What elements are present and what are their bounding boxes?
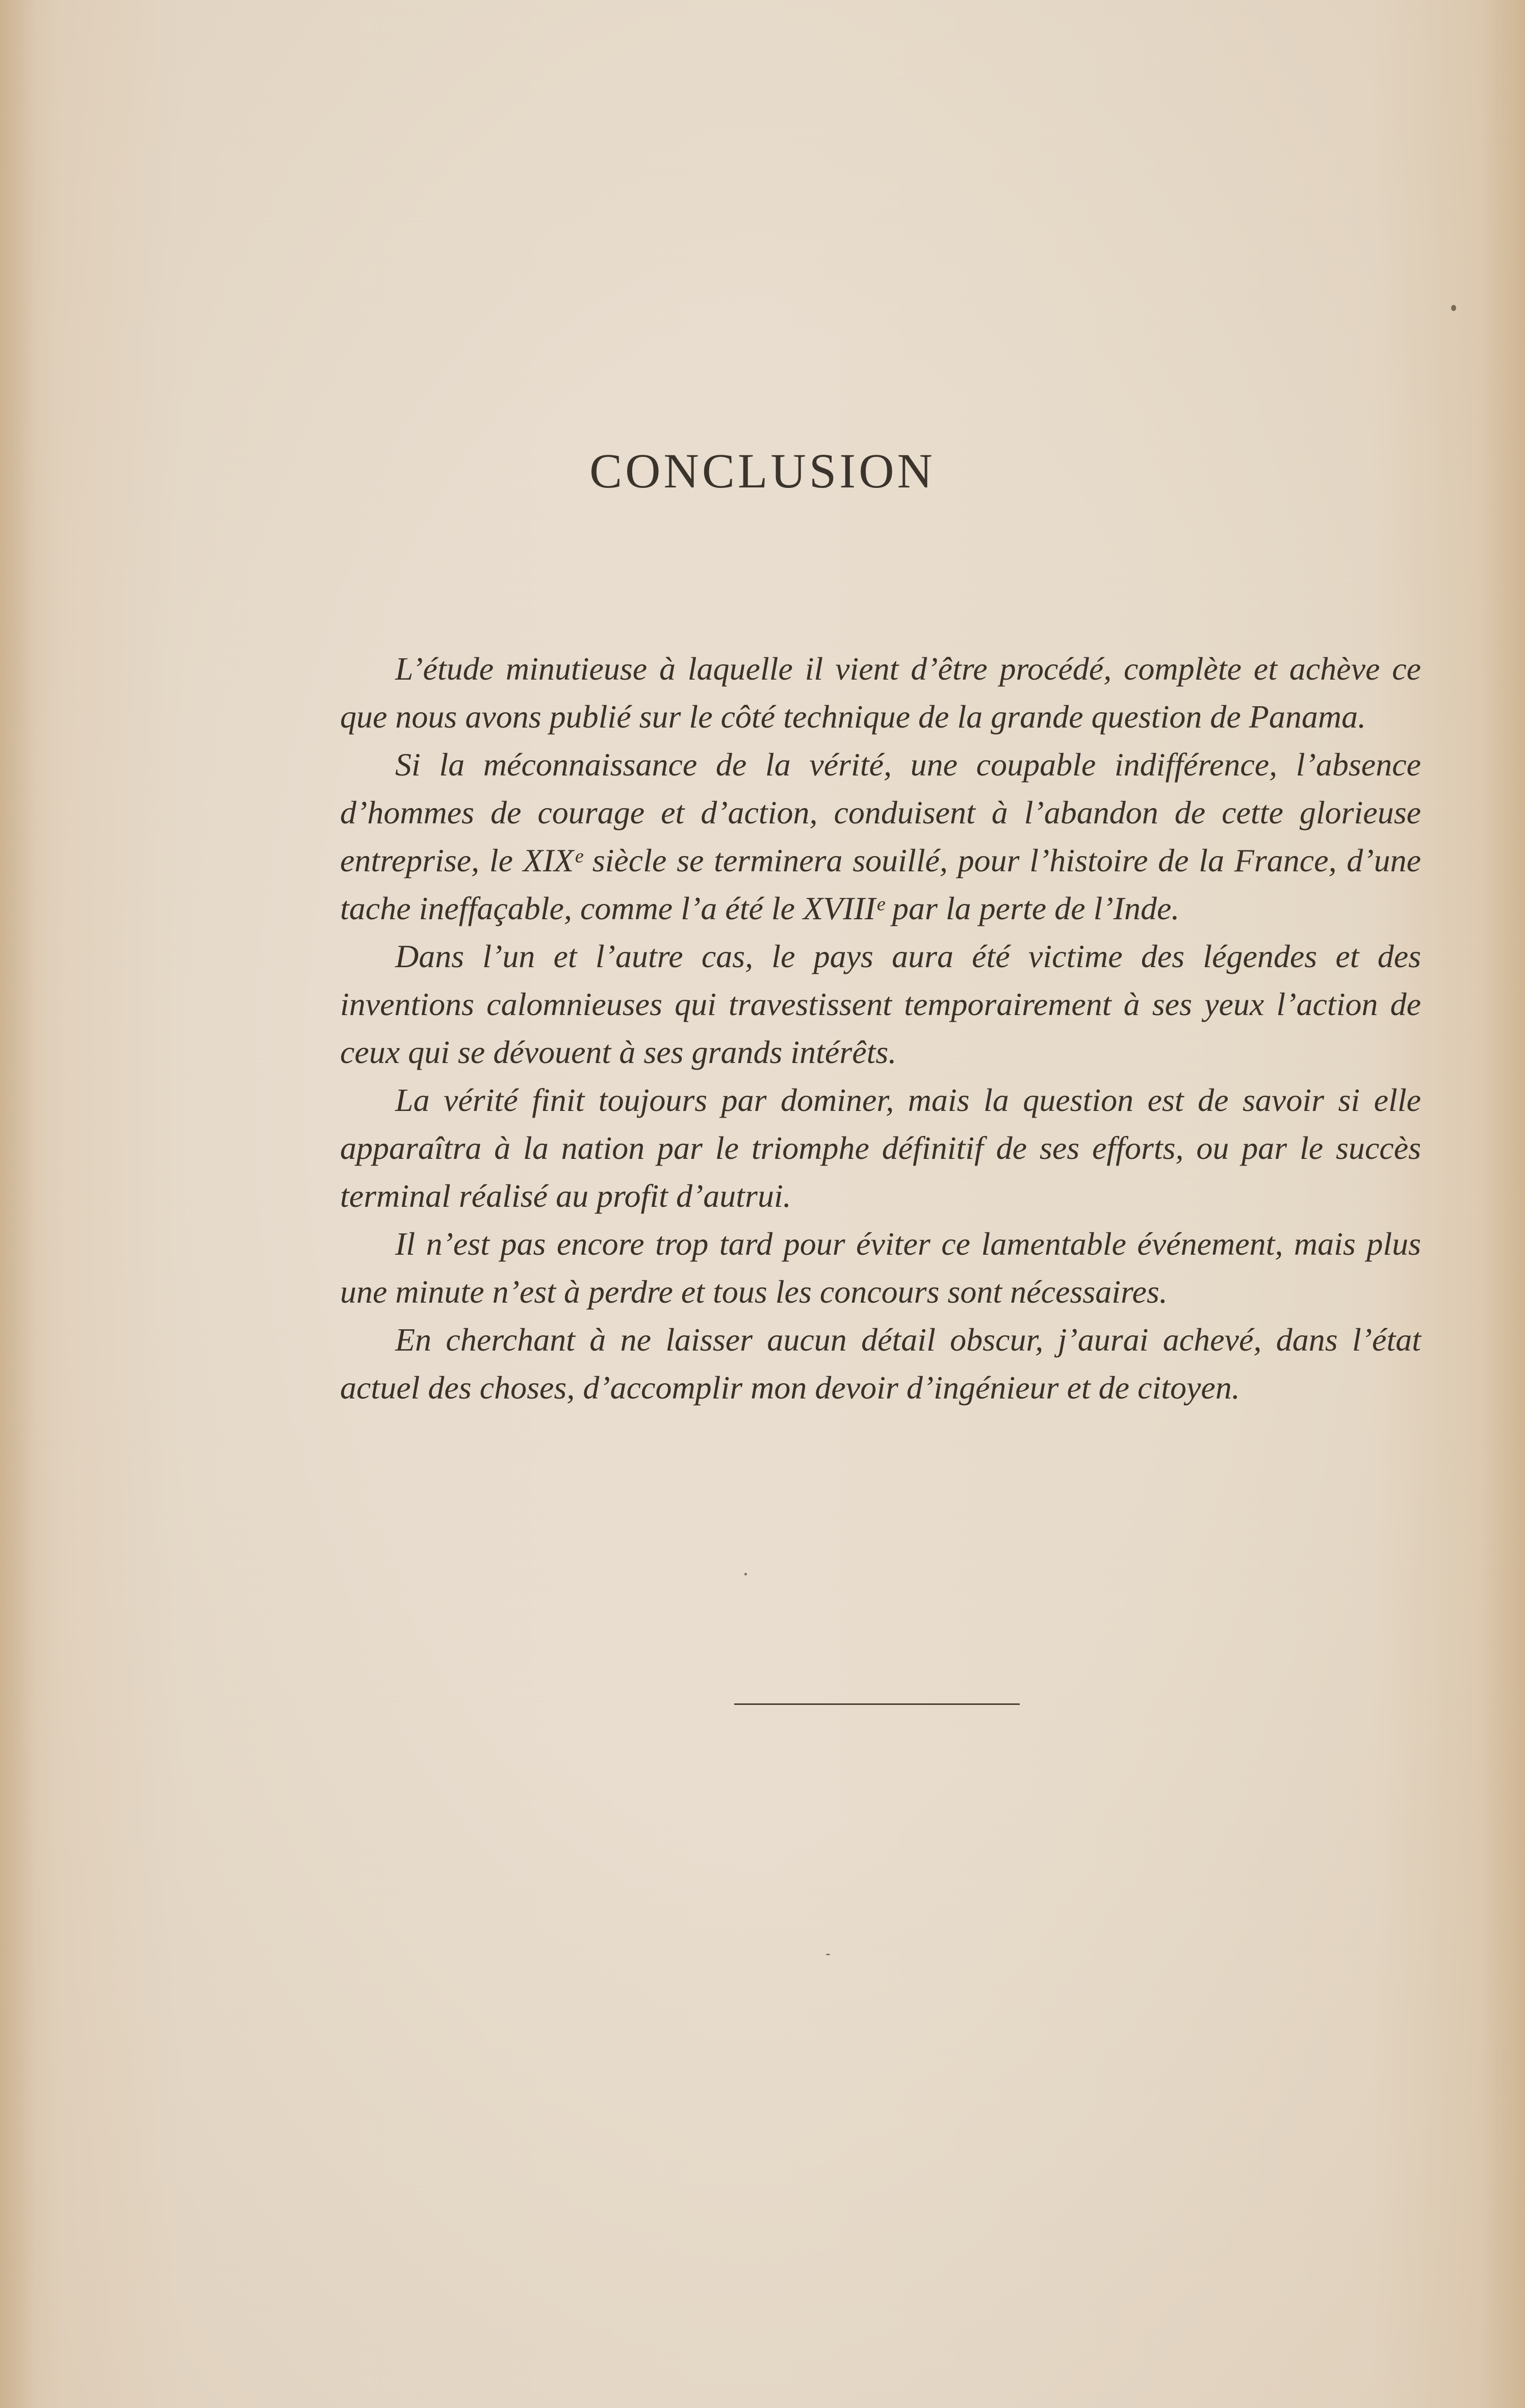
paragraph: Il n’est pas encore trop tard pour éviter ce lamentable événement, mais plus une minute n’est à perdre et tous les concours sont nécessaires.	[340, 1226, 1421, 1310]
paper-speck	[1451, 305, 1456, 311]
paragraph: Dans l’un et l’autre cas, le pays aura été victime des légendes et des inventions calomnieuses qui travestissent temporairement à ses yeux l’action de ceux qui se dévouent à ses grands intérêts.	[340, 938, 1421, 1070]
paragraph: La vérité finit toujours par dominer, mais la question est de savoir si elle apparaîtra à la nation par le triomphe définitif de ses efforts, ou par le succès terminal réalisé au profit d’autrui.	[340, 1082, 1421, 1214]
page-title: CONCLUSION	[589, 444, 936, 498]
page-edge-left	[0, 0, 36, 2408]
body-text	[340, 645, 1421, 1412]
closing-rule	[734, 1703, 1020, 1705]
paragraph: En cherchant à ne laisser aucun détail obscur, j’aurai achevé, dans l’état actuel des choses, d’accomplir mon devoir d’ingénieur et de citoyen.	[340, 1322, 1421, 1406]
paragraph: L’étude minutieuse à laquelle il vient d’être procédé, complète et achève ce que nous avons publié sur le côté technique de la grande question de Panama.	[340, 651, 1421, 735]
paper-speck	[744, 1573, 747, 1575]
page-edge-right	[1479, 0, 1525, 2408]
paragraph: Si la méconnaissance de la vérité, une coupable indifférence, l’absence d’hommes de courage et d’action, conduisent à l’abandon de cette glorieuse entreprise, le XIXᵉ siècle se terminera souillé, pour l’histoire de la France, d’une tache ineffaçable, comme l’a été le XVIIIᵉ par la perte de l’Inde.	[340, 746, 1421, 926]
paper-speck	[826, 1954, 830, 1955]
